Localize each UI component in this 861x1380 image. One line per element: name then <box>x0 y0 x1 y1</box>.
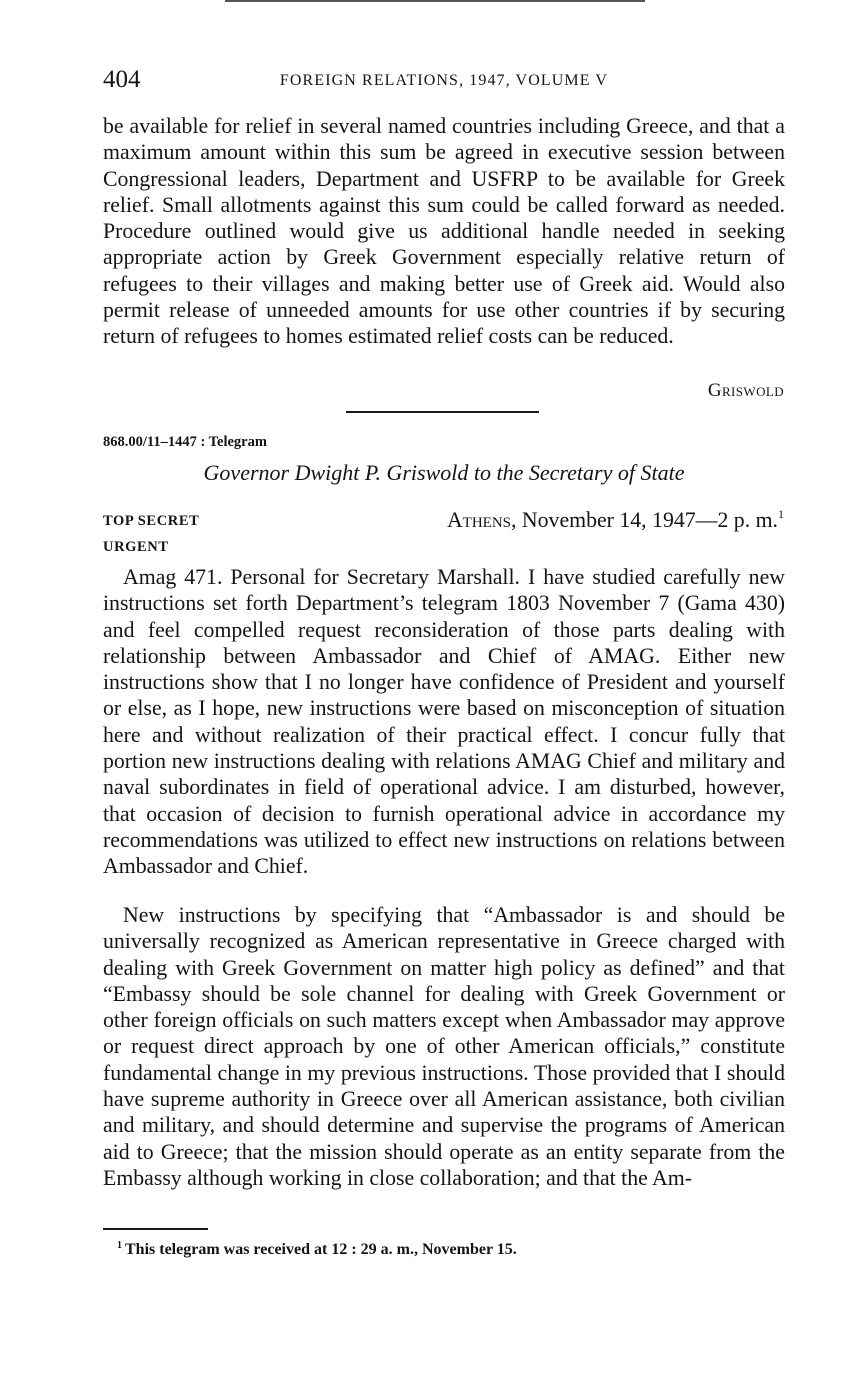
classification-label: TOP SECRET <box>103 513 200 529</box>
top-edge-rule <box>225 0 645 2</box>
place-name: Athens <box>446 508 512 532</box>
running-head <box>103 66 785 94</box>
footnote-rule <box>103 1228 208 1230</box>
document-heading: Governor Dwight P. Griswold to the Secretary of State <box>203 460 685 485</box>
body-paragraph: New instructions by specifying that “Ambassador is and should be universally recognized as American representative in Greece charged with dealing with Greek Government on matter high policy as defined” and that “Embassy should be sole channel for dealing with Greek Government or other foreign officials on such matters except when Ambassador may approve or request direct approach by one of other American officials,” constitute fundamental change in my previous instructions. Those provided that I should have supreme authority in Greece over all American assistance, both civilian and military, and should determine and supervise the programs of American aid to Greece; that the mission should operate as an entity separate from the Embassy although working in close collaboration; and that the Am- <box>103 903 785 1190</box>
file-reference: 868.00/11–1447 : Telegram <box>103 434 267 450</box>
footnote-marker: 1 <box>117 1240 122 1251</box>
footnote-text: This telegram was received at 12 : 29 a. m., November 15. <box>125 1241 517 1258</box>
footnote <box>117 1239 517 1261</box>
place-date-line <box>447 507 784 533</box>
date-text: , November 14, 1947—2 p. m. <box>511 508 778 532</box>
section-divider <box>346 411 539 413</box>
running-title: FOREIGN RELATIONS, 1947, VOLUME V <box>279 72 609 89</box>
body-paragraph: Amag 471. Personal for Secretary Marshall. I have studied carefully new instructions set forth Department’s telegram 1803 November 7 (Gama 430) and feel compelled request reconsideration of those parts dealing with relationship between Ambassador and Chief of AMAG. Either new instructions show that I no longer have confidence of President and yourself or else, as I hope, new instructions were based on misconception of situation here and without realization of their practical effect. I concur fully that portion new instructions dealing with relations AMAG Chief and military and naval subordinates in field of operational advice. I am disturbed, however, that occasion of decision to furnish operational advice in accordance my recommendations was utilized to effect new instructions on relations between Ambassador and Chief. <box>103 565 785 879</box>
signature-name: Griswold <box>707 380 784 401</box>
precedence-label: URGENT <box>103 539 169 555</box>
footnote-reference: 1 <box>778 507 784 521</box>
page-number: 404 <box>103 66 141 93</box>
continuation-paragraph: be available for relief in several named countries including Greece, and that a maximum amount within this sum be agreed in executive session between Congressional leaders, Department and USFRP to be available for Greek relief. Small allotments against this sum could be called forward as needed. Procedure outlined would give us additional handle needed in seeking appropriate action by Greek Government especially relative return of refugees to their villages and making better use of Greek aid. Would also permit release of unneeded amounts for use other countries if by securing return of refugees to homes estimated relief costs can be reduced. <box>103 114 785 349</box>
signature <box>708 380 784 402</box>
